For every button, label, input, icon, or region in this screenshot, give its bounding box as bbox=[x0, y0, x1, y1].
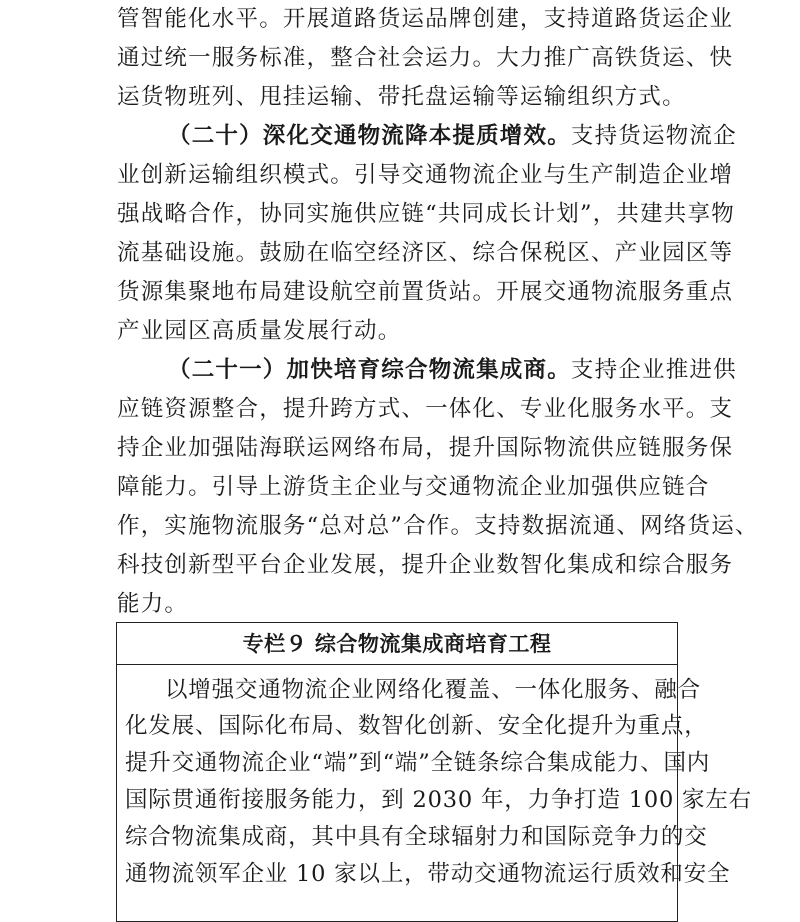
section-heading-line bbox=[168, 121, 737, 151]
paragraph-line: 能力。 bbox=[117, 591, 189, 617]
box-title-row bbox=[117, 623, 677, 665]
paragraph-line: 通过统一服务标准，整合社会运力。大力推广高铁货运、快 bbox=[117, 45, 734, 71]
paragraph-text: 支持货运物流企 bbox=[570, 123, 737, 149]
box-text-line: 化发展、国际化布局、数智化创新、安全化提升为重点， bbox=[125, 713, 708, 739]
paragraph-line: 障能力。引导上游货主企业与交通物流企业加强供应链合 bbox=[117, 474, 710, 500]
paragraph-line: 运货物班列、甩挂运输、带托盘运输等运输组织方式。 bbox=[117, 84, 686, 110]
box-text-line: 综合物流集成商，其中具有全球辐射力和国际竞争力的交 bbox=[125, 824, 708, 850]
section-heading-20: （二十）深化交通物流降本提质增效。 bbox=[168, 123, 571, 149]
paragraph-text: 支持企业推进供 bbox=[570, 357, 737, 383]
box-text-line: 通物流领军企业 10 家以上，带动交通物流运行质效和安全 bbox=[125, 861, 731, 887]
paragraph-line: 管智能化水平。开展道路货运品牌创建，支持道路货运企业 bbox=[117, 6, 734, 32]
paragraph-line: 业创新运输组织模式。引导交通物流企业与生产制造企业增 bbox=[117, 162, 734, 188]
section-heading-21: （二十一）加快培育综合物流集成商。 bbox=[168, 357, 571, 383]
paragraph-line: 产业园区高质量发展行动。 bbox=[117, 318, 402, 344]
paragraph-line: 强战略合作，协同实施供应链“共同成长计划”，共建共享物 bbox=[117, 201, 735, 227]
box-text-line: 以增强交通物流企业网络化覆盖、一体化服务、融合 bbox=[165, 677, 701, 703]
paragraph-line: 作，实施物流服务“总对总”合作。支持数据流通、网络货运、 bbox=[117, 513, 759, 539]
box-text-line: 提升交通物流企业“端”到“端”全链条综合集成能力、国内 bbox=[125, 750, 711, 776]
paragraph-line: 应链资源整合，提升跨方式、一体化、专业化服务水平。支 bbox=[117, 396, 734, 422]
box-text-line: 国际贯通衔接服务能力，到 2030 年，力争打造 100 家左右 bbox=[125, 787, 752, 813]
paragraph-line: 流基础设施。鼓励在临空经济区、综合保税区、产业园区等 bbox=[117, 240, 734, 266]
paragraph-line: 货源集聚地布局建设航空前置货站。开展交通物流服务重点 bbox=[117, 279, 734, 305]
section-heading-line bbox=[168, 355, 737, 385]
paragraph-line: 持企业加强陆海联运网络布局，提升国际物流供应链服务保 bbox=[117, 435, 734, 461]
paragraph-line: 科技创新型平台企业发展，提升企业数智化集成和综合服务 bbox=[117, 552, 734, 578]
box-title: 专栏９ 综合物流集成商培育工程 bbox=[242, 632, 552, 656]
